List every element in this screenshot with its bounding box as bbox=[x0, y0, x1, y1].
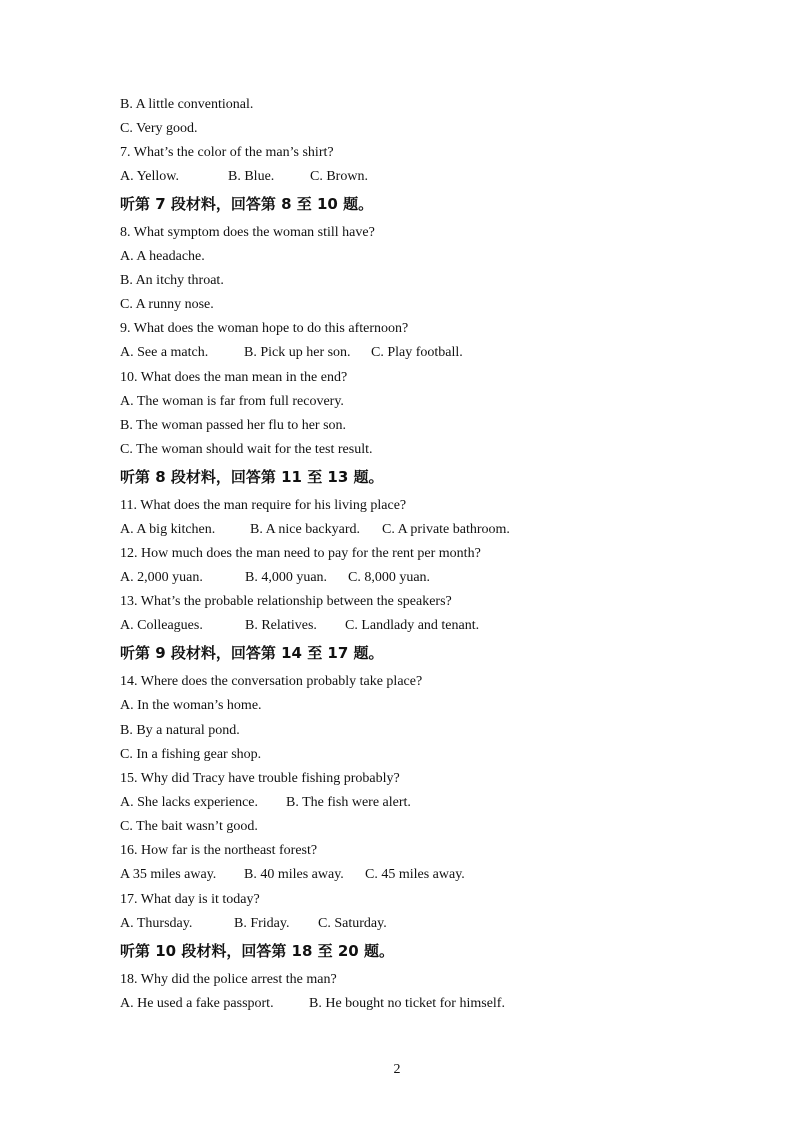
option-a: A 35 miles away. bbox=[120, 867, 217, 882]
option-a: A. Yellow. bbox=[120, 169, 179, 184]
option-a: A. She lacks experience. bbox=[120, 795, 258, 810]
option-b: B. Pick up her son. bbox=[244, 345, 351, 360]
option-a: A. Thursday. bbox=[120, 916, 193, 931]
option-b: B. 4,000 yuan. bbox=[245, 570, 328, 585]
option-c: C. Play football. bbox=[371, 345, 463, 360]
option-b: B. A nice backyard. bbox=[250, 522, 361, 537]
option-b: B. Blue. bbox=[228, 169, 275, 184]
question-8: 8. What symptom does the woman still have? bbox=[120, 225, 375, 240]
option-a: A. He used a fake passport. bbox=[120, 996, 274, 1011]
question-7: 7. What’s the color of the man’s shirt? bbox=[120, 145, 334, 160]
option-c: C. Brown. bbox=[310, 169, 368, 184]
section-heading: 听第 8 段材料，回答第 11 至 13 题。 bbox=[120, 468, 384, 486]
option-line: A. The woman is far from full recovery. bbox=[120, 394, 344, 409]
option-line: C. A runny nose. bbox=[120, 297, 214, 312]
section-heading: 听第 10 段材料，回答第 18 至 20 题。 bbox=[120, 942, 394, 960]
question-14: 14. Where does the conversation probably take place? bbox=[120, 674, 423, 689]
option-b: B. The fish were alert. bbox=[286, 795, 411, 810]
option-a: A. A big kitchen. bbox=[120, 522, 216, 537]
option-b: B. He bought no ticket for himself. bbox=[309, 996, 505, 1011]
option-line: B. The woman passed her flu to her son. bbox=[120, 418, 347, 433]
option-line: B. An itchy throat. bbox=[120, 273, 224, 288]
section-heading: 听第 7 段材料，回答第 8 至 10 题。 bbox=[120, 195, 374, 213]
option-a: A. 2,000 yuan. bbox=[120, 570, 203, 585]
option-b: B. Friday. bbox=[234, 916, 290, 931]
question-10: 10. What does the man mean in the end? bbox=[120, 370, 348, 385]
option-c: C. Saturday. bbox=[318, 916, 387, 931]
option-line: C. The woman should wait for the test result. bbox=[120, 442, 373, 457]
question-16: 16. How far is the northeast forest? bbox=[120, 843, 318, 858]
page-number: 2 bbox=[393, 1062, 401, 1077]
option-line: A. A headache. bbox=[120, 249, 205, 264]
option-b: B. 40 miles away. bbox=[244, 867, 344, 882]
question-17: 17. What day is it today? bbox=[120, 892, 260, 907]
option-c: C. 8,000 yuan. bbox=[348, 570, 431, 585]
question-13: 13. What’s the probable relationship between the speakers? bbox=[120, 594, 452, 609]
option-line: B. A little conventional. bbox=[120, 97, 254, 112]
option-line: C. In a fishing gear shop. bbox=[120, 747, 262, 762]
option-c: C. A private bathroom. bbox=[382, 522, 510, 537]
option-line: C. Very good. bbox=[120, 121, 198, 136]
question-9: 9. What does the woman hope to do this afternoon? bbox=[120, 321, 409, 336]
option-a: A. Colleagues. bbox=[120, 618, 203, 633]
question-11: 11. What does the man require for his living place? bbox=[120, 498, 407, 513]
question-15: 15. Why did Tracy have trouble fishing probably? bbox=[120, 771, 400, 786]
section-heading: 听第 9 段材料，回答第 14 至 17 题。 bbox=[120, 644, 384, 662]
option-c: C. Landlady and tenant. bbox=[345, 618, 480, 633]
option-line: C. The bait wasn’t good. bbox=[120, 819, 258, 834]
option-b: B. Relatives. bbox=[245, 618, 317, 633]
option-line: B. By a natural pond. bbox=[120, 723, 240, 738]
option-line: A. In the woman’s home. bbox=[120, 698, 262, 713]
option-a: A. See a match. bbox=[120, 345, 209, 360]
question-12: 12. How much does the man need to pay for the rent per month? bbox=[120, 546, 481, 561]
question-18: 18. Why did the police arrest the man? bbox=[120, 972, 337, 987]
option-c: C. 45 miles away. bbox=[365, 867, 465, 882]
